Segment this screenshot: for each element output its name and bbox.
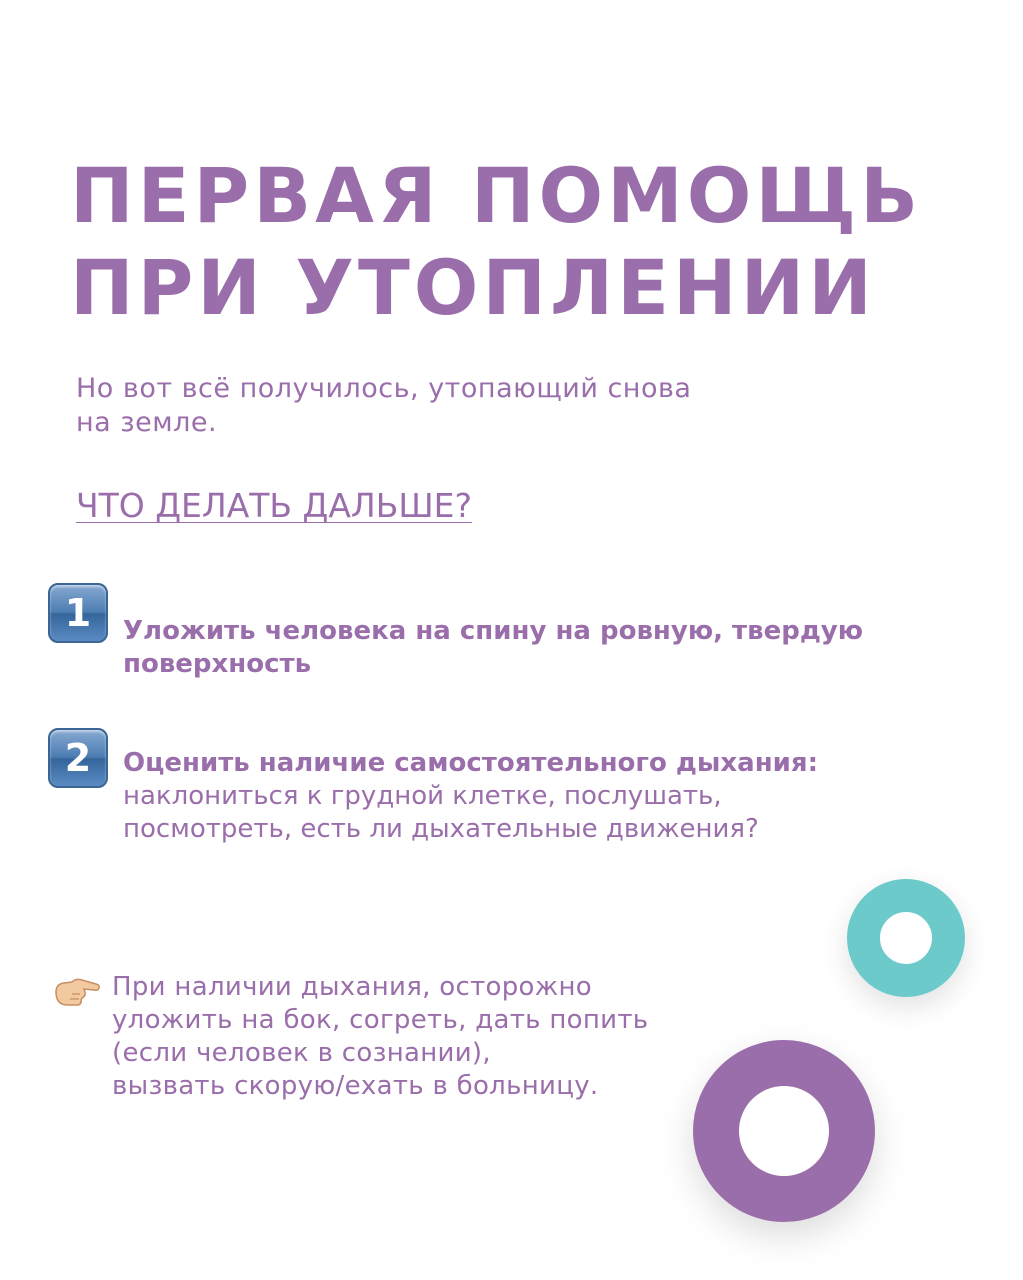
intro-line-1: Но вот всё получилось, утопающий снова: [76, 373, 692, 404]
keycap-1-icon: 1: [48, 583, 108, 643]
page-title: [70, 150, 922, 334]
keycap-2-icon: 2: [48, 728, 108, 788]
purple-ring-decoration: [693, 1040, 875, 1222]
pointing-hand-icon: [52, 972, 102, 1012]
intro-text: [76, 372, 776, 440]
step-1-line-1: Уложить человека на спину на ровную, твердую: [123, 616, 864, 646]
step-2-line-2: наклониться к грудной клетке, послушать,: [123, 781, 722, 811]
step-2-line-1: Оценить наличие самостоятельного дыхания:: [123, 748, 818, 778]
title-line-1: ПЕРВАЯ ПОМОЩЬ: [70, 151, 923, 240]
note-line-2: уложить на бок, согреть, дать попить: [112, 1005, 649, 1035]
note-line-3: (если человек в сознании),: [112, 1038, 491, 1068]
step-2: [123, 747, 953, 846]
title-line-2: ПРИ УТОПЛЕНИИ: [70, 243, 876, 332]
note-line-1: При наличии дыхания, осторожно: [112, 972, 592, 1002]
teal-ring-decoration: [847, 879, 965, 997]
step-2-line-3: посмотреть, есть ли дыхательные движения?: [123, 814, 759, 844]
step-1-line-2: поверхность: [123, 649, 312, 679]
step-1: [123, 615, 953, 681]
note-text: [112, 971, 712, 1103]
note-line-4: вызвать скорую/ехать в больницу.: [112, 1071, 599, 1101]
section-question: ЧТО ДЕЛАТЬ ДАЛЬШЕ?: [76, 486, 473, 525]
intro-line-2: на земле.: [76, 407, 218, 438]
